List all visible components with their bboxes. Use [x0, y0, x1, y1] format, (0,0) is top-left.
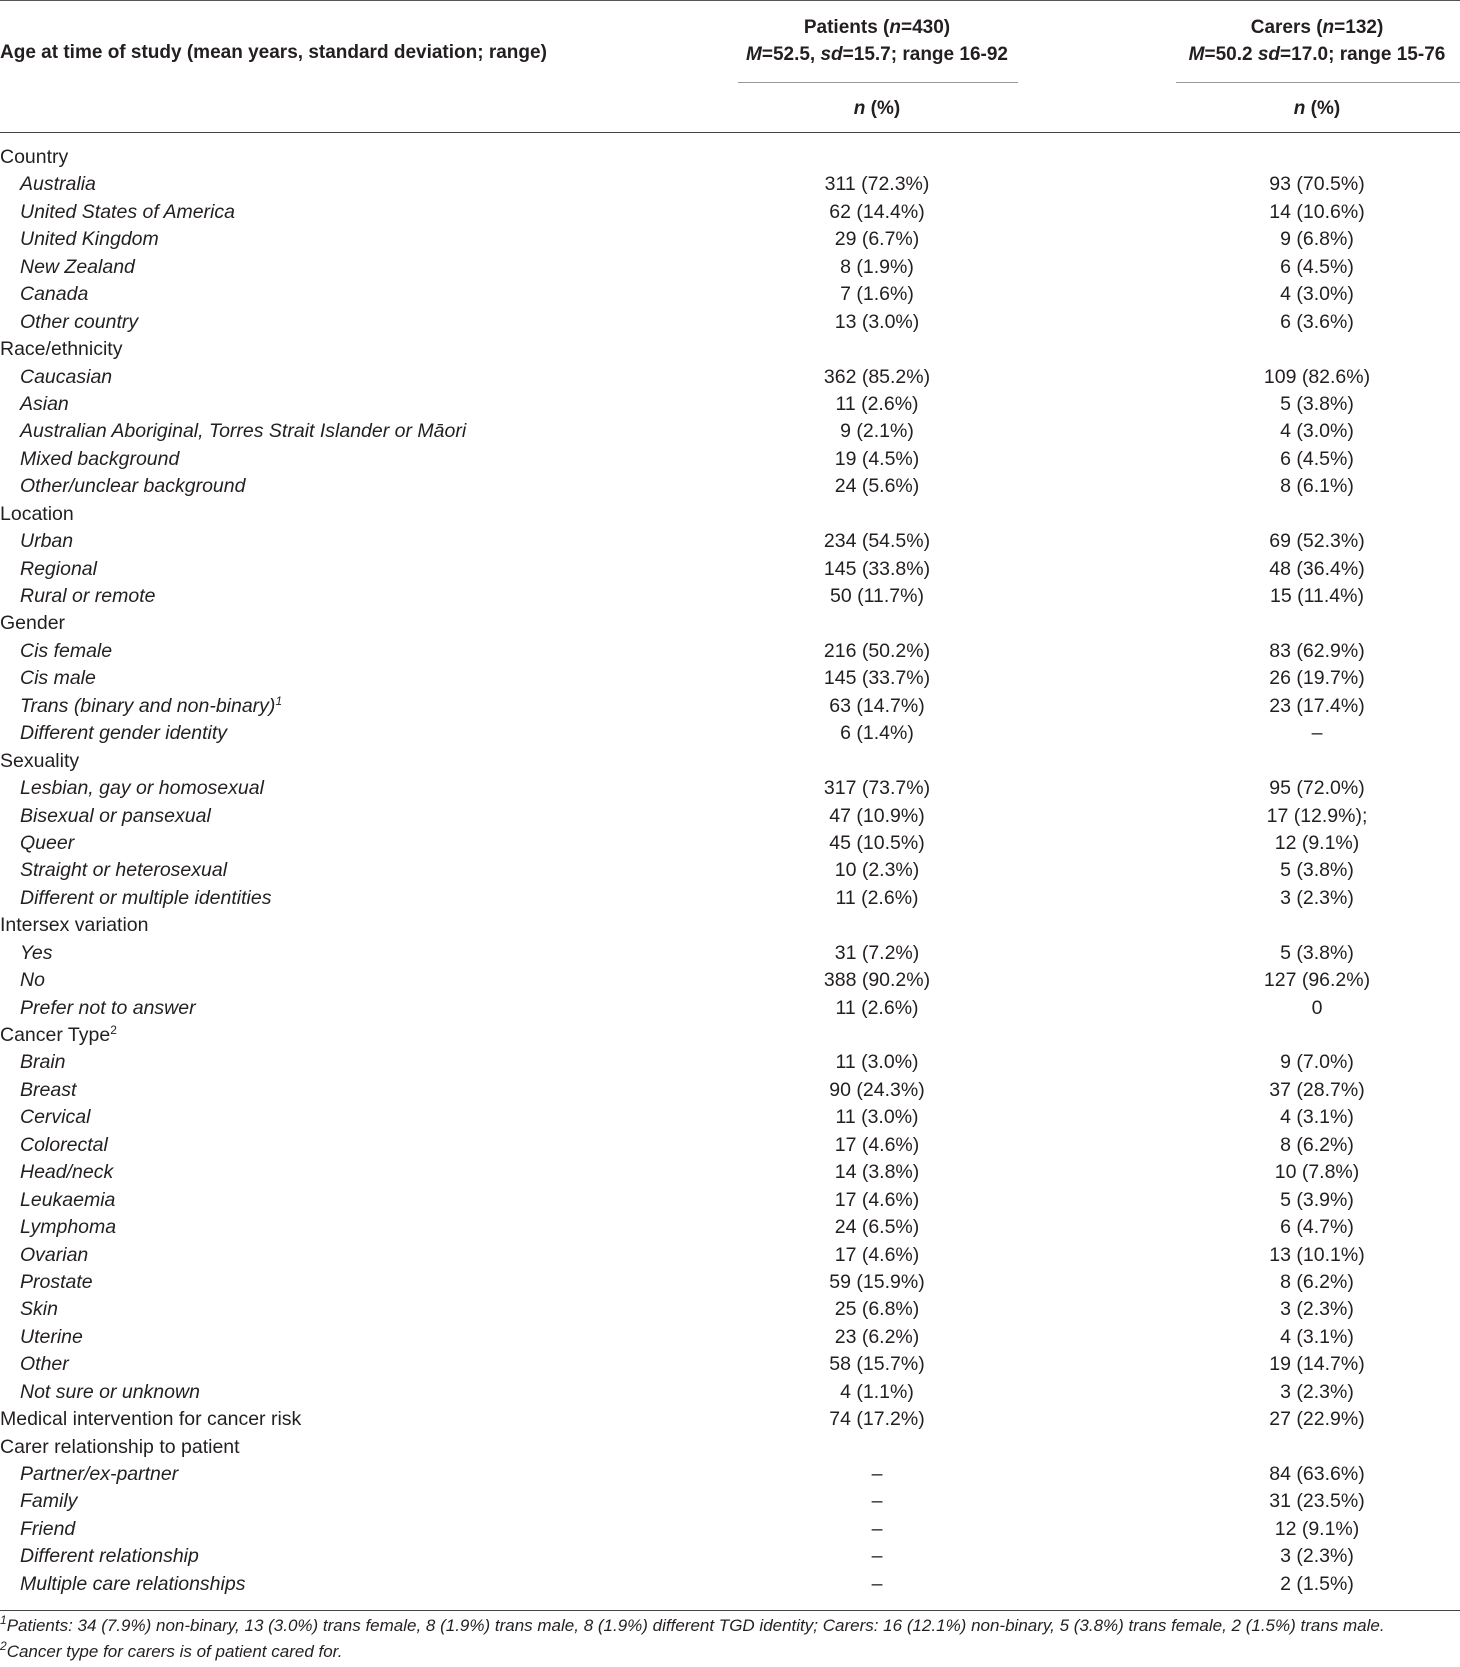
carers-value: 3 (2.3%)	[1280, 1298, 1354, 1321]
table-row	[0, 885, 1460, 912]
table-row	[0, 1379, 1460, 1406]
patients-value: 362 (85.2%)	[823, 365, 931, 388]
patients-value: 311 (72.3%)	[824, 173, 930, 196]
table-row	[0, 528, 1460, 555]
row-label: Skin	[20, 1298, 58, 1321]
table-row	[0, 556, 1460, 583]
patients-value: 63 (14.7%)	[829, 694, 925, 717]
row-label: Ovarian	[20, 1243, 89, 1266]
carers-value: 5 (3.9%)	[1280, 1188, 1354, 1211]
patients-value: 4 (1.1%)	[840, 1380, 914, 1403]
carers-value: –	[1311, 722, 1323, 745]
patients-value: –	[871, 1463, 883, 1485]
row-label: Lymphoma	[20, 1216, 117, 1239]
carers-value: 31 (23.5%)	[1269, 1490, 1365, 1513]
patients-value: 9 (2.1%)	[840, 420, 914, 443]
table-row	[0, 1269, 1460, 1296]
table-section-row	[0, 1434, 1460, 1461]
carers-value: 4 (3.0%)	[1280, 283, 1354, 306]
table-row	[0, 638, 1460, 665]
row-label: Australian Aboriginal, Torres Strait Islander or Māori	[20, 420, 467, 443]
row-label: Brain	[20, 1051, 66, 1074]
carers-value: 17 (12.9%);	[1266, 804, 1368, 827]
row-label: Mixed background	[20, 447, 180, 470]
row-label: United States of America	[20, 200, 235, 223]
table-row	[0, 391, 1460, 418]
patients-value: 29 (6.7%)	[834, 228, 920, 251]
patients-value: –	[871, 1490, 883, 1513]
table-row	[0, 418, 1460, 445]
carers-stats: M=50.2 sd=17.0; range 15-76	[1188, 44, 1446, 65]
table-row	[0, 995, 1460, 1022]
row-label: Country	[0, 146, 69, 168]
table-row	[0, 720, 1460, 747]
row-label: Different or multiple identities	[20, 886, 272, 909]
row-label: Sexuality	[0, 749, 80, 772]
patients-value: 58 (15.7%)	[829, 1353, 925, 1376]
table-row	[0, 803, 1460, 830]
table-row	[0, 1159, 1460, 1186]
carers-value: 26 (19.7%)	[1269, 667, 1365, 690]
row-label: Prefer not to answer	[20, 996, 196, 1019]
patients-value: 24 (6.5%)	[834, 1216, 920, 1239]
footnote-2: $^2$Cancer type for carers is of patient cared for.	[0, 1639, 343, 1661]
table-row	[0, 171, 1460, 198]
patients-value: 90 (24.3%)	[829, 1078, 925, 1101]
row-label: Bisexual or pansexual	[20, 804, 211, 827]
row-label: Australia	[20, 173, 96, 196]
row-label: Lesbian, gay or homosexual	[20, 777, 264, 800]
patients-value: 19 (4.5%)	[834, 447, 920, 470]
carers-value: 5 (3.8%)	[1280, 392, 1354, 415]
carers-value: 15 (11.4%)	[1270, 585, 1364, 607]
carers-value: 10 (7.8%)	[1274, 1161, 1360, 1184]
table-section-row	[0, 1022, 1460, 1049]
footnote-1: $^1$Patients: 34 (7.9%) non-binary, 13 (3.0%) trans female, 8 (1.9%) trans male, 8 (1.9%) different TGD identity; Carers: 16 (12.1%) non-binary, 5 (3.8%) trans female, 2 (1.5%) trans male.	[0, 1613, 1385, 1635]
table-row	[0, 665, 1460, 692]
patients-value: 7 (1.6%)	[840, 283, 914, 306]
row-label: New Zealand	[20, 255, 135, 278]
row-label: Medical intervention for cancer risk	[0, 1408, 302, 1431]
patients-value: 145 (33.8%)	[823, 557, 931, 580]
table-row	[0, 446, 1460, 473]
table-row	[0, 693, 1460, 720]
table-row	[0, 1214, 1460, 1241]
carers-value: 3 (2.3%)	[1280, 1545, 1354, 1568]
table-row	[0, 1516, 1460, 1543]
carers-value: 5 (3.8%)	[1280, 941, 1354, 964]
carers-value: 48 (36.4%)	[1269, 557, 1365, 580]
row-label: Uterine	[20, 1325, 83, 1348]
carers-value: 95 (72.0%)	[1269, 777, 1365, 800]
row-label: Friend	[20, 1517, 76, 1540]
carers-title: Carers (n=132)	[1250, 17, 1384, 38]
carers-value: 8 (6.1%)	[1280, 475, 1354, 498]
table-header	[0, 0, 1460, 133]
carers-value: 9 (7.0%)	[1280, 1051, 1354, 1074]
row-label: Colorectal	[20, 1133, 108, 1156]
carers-value: 8 (6.2%)	[1280, 1133, 1354, 1156]
carers-header-rule	[1176, 82, 1460, 83]
patients-stats: M=52.5, sd=15.7; range 16-92	[746, 44, 1008, 65]
table-row	[0, 775, 1460, 802]
table-row	[0, 1488, 1460, 1515]
row-label: Family	[20, 1490, 78, 1513]
carers-value: 8 (6.2%)	[1280, 1270, 1354, 1293]
header-bottom-rule	[0, 132, 1460, 133]
patients-value: 11 (3.0%)	[835, 1106, 919, 1129]
table-row	[0, 254, 1460, 281]
row-label: Partner/ex-partner	[20, 1463, 179, 1485]
row-label: Asian	[20, 392, 69, 415]
carers-value: 14 (10.6%)	[1269, 200, 1365, 223]
table-row	[0, 1461, 1460, 1488]
table-row	[0, 1242, 1460, 1269]
row-label: Cis male	[20, 667, 96, 690]
patients-value: 23 (6.2%)	[834, 1325, 920, 1348]
patients-value: 59 (15.9%)	[829, 1270, 925, 1293]
table-row	[0, 199, 1460, 226]
table-row	[0, 1132, 1460, 1159]
carers-value: 5 (3.8%)	[1280, 859, 1354, 882]
footnote-marker: 2	[110, 1023, 117, 1037]
table-row	[0, 1077, 1460, 1104]
carers-value: 6 (3.6%)	[1280, 310, 1354, 333]
patients-value: –	[871, 1572, 883, 1595]
patients-value: 234 (54.5%)	[823, 530, 931, 553]
table-body	[0, 144, 1460, 1598]
row-label: Head/neck	[20, 1161, 114, 1184]
carers-value: 3 (2.3%)	[1280, 886, 1354, 909]
carers-value: 2 (1.5%)	[1280, 1572, 1354, 1595]
row-label: Other	[20, 1353, 69, 1376]
row-label: Breast	[20, 1078, 77, 1101]
carers-value: 84 (63.6%)	[1269, 1463, 1365, 1485]
table-row	[0, 281, 1460, 308]
table-row	[0, 364, 1460, 391]
patients-n-pct-header: n (%)	[853, 98, 901, 119]
carers-value: 6 (4.5%)	[1280, 255, 1354, 278]
patients-value: 25 (6.8%)	[834, 1298, 920, 1321]
table-row	[0, 309, 1460, 336]
patients-value: 145 (33.7%)	[823, 667, 931, 690]
table-row	[0, 1296, 1460, 1323]
patients-value: 74 (17.2%)	[829, 1408, 925, 1431]
patients-value: 317 (73.7%)	[823, 777, 931, 800]
row-label: Multiple care relationships	[20, 1572, 246, 1595]
carers-value: 4 (3.0%)	[1280, 420, 1354, 443]
patients-value: –	[871, 1545, 883, 1568]
table-row	[0, 1351, 1460, 1378]
patients-value: 62 (14.4%)	[829, 200, 925, 223]
row-label: Queer	[20, 831, 75, 854]
carers-value: 4 (3.1%)	[1280, 1325, 1354, 1348]
table-row	[0, 940, 1460, 967]
table-section-row	[0, 144, 1460, 171]
row-label: Intersex variation	[0, 914, 149, 937]
patients-value: 45 (10.5%)	[829, 831, 925, 854]
patients-value: 13 (3.0%)	[834, 310, 920, 333]
table-row	[0, 226, 1460, 253]
carers-value: 93 (70.5%)	[1269, 173, 1365, 196]
row-label: Caucasian	[20, 365, 113, 388]
row-label: United Kingdom	[20, 228, 159, 251]
table-row	[0, 583, 1460, 610]
table-row	[0, 473, 1460, 500]
carers-column-header	[1174, 14, 1460, 68]
carers-value: 13 (10.1%)	[1269, 1243, 1365, 1266]
row-label: Gender	[0, 612, 66, 635]
table-section-row	[0, 912, 1460, 939]
row-label: Location	[0, 502, 74, 525]
row-label: Different gender identity	[20, 722, 228, 745]
carers-value: 69 (52.3%)	[1269, 530, 1365, 553]
table-row	[0, 1571, 1460, 1598]
carers-value: 109 (82.6%)	[1263, 365, 1371, 388]
patients-value: 8 (1.9%)	[840, 255, 914, 278]
row-label: Straight or heterosexual	[20, 859, 228, 882]
patients-title: Patients (n=430)	[803, 17, 951, 38]
table-row	[0, 1104, 1460, 1131]
table-row	[0, 857, 1460, 884]
table-row	[0, 1049, 1460, 1076]
row-label: Other country	[20, 310, 139, 333]
row-label: Leukaemia	[20, 1188, 116, 1211]
row-label: Regional	[20, 557, 97, 580]
table-section-row	[0, 501, 1460, 528]
carers-value: 0	[1311, 996, 1323, 1019]
table-section-row	[0, 748, 1460, 775]
carers-value: 23 (17.4%)	[1269, 694, 1365, 717]
patients-value: 14 (3.8%)	[834, 1161, 920, 1184]
carers-value: 12 (9.1%)	[1274, 1517, 1360, 1540]
row-label: Rural or remote	[20, 585, 156, 607]
patients-value: 50 (11.7%)	[830, 585, 924, 607]
footnote-marker: 1	[275, 693, 283, 708]
row-label: Different relationship	[20, 1545, 199, 1568]
carers-value: 127 (96.2%)	[1263, 969, 1371, 992]
carers-value: 37 (28.7%)	[1269, 1078, 1365, 1101]
row-label: Not sure or unknown	[20, 1380, 200, 1403]
patients-value: 11 (2.6%)	[835, 392, 919, 415]
row-label: Other/unclear background	[20, 475, 246, 498]
table-row	[0, 1187, 1460, 1214]
row-label: Yes	[20, 941, 53, 964]
patients-value: 11 (2.6%)	[835, 886, 919, 909]
patients-value: 24 (5.6%)	[834, 475, 920, 498]
patients-value: 216 (50.2%)	[823, 639, 931, 662]
patients-value: 11 (2.6%)	[835, 996, 919, 1019]
table-bottom-rule	[0, 1610, 1460, 1611]
carers-value: 3 (2.3%)	[1280, 1380, 1354, 1403]
carers-value: 27 (22.9%)	[1269, 1408, 1365, 1431]
row-label: Urban	[20, 530, 74, 553]
row-label: Prostate	[20, 1270, 93, 1293]
table-section-row	[0, 610, 1460, 637]
table-row	[0, 967, 1460, 994]
patients-value: 11 (3.0%)	[835, 1051, 919, 1074]
patients-value: 17 (4.6%)	[834, 1133, 920, 1156]
row-label: Canada	[20, 283, 89, 306]
table-section-row	[0, 1406, 1460, 1433]
row-label: Race/ethnicity	[0, 338, 123, 361]
carers-value: 9 (6.8%)	[1280, 228, 1354, 251]
patients-value: 10 (2.3%)	[834, 859, 920, 882]
patients-value: 17 (4.6%)	[834, 1243, 920, 1266]
patients-value: 47 (10.9%)	[829, 804, 925, 827]
carers-value: 4 (3.1%)	[1280, 1106, 1354, 1129]
patients-value: 388 (90.2%)	[823, 969, 931, 992]
row-label: Trans (binary and non-binary)$^1$	[20, 693, 283, 717]
table-row	[0, 1324, 1460, 1351]
carers-value: 12 (9.1%)	[1274, 831, 1360, 854]
carers-n-pct-header: n (%)	[1293, 98, 1341, 119]
carers-value: 6 (4.7%)	[1280, 1216, 1354, 1239]
patients-value: 31 (7.2%)	[834, 941, 920, 964]
patients-value: 17 (4.6%)	[834, 1188, 920, 1211]
carers-value: 83 (62.9%)	[1269, 639, 1365, 662]
row-label: Cancer Type$^2$	[0, 1023, 117, 1046]
patients-header-rule	[738, 82, 1018, 83]
carers-value: 19 (14.7%)	[1269, 1353, 1365, 1376]
row-label: Cis female	[20, 639, 113, 662]
patients-column-header	[734, 14, 1020, 68]
carers-value: 6 (4.5%)	[1280, 447, 1354, 470]
row-label: No	[20, 969, 45, 992]
patients-value: 6 (1.4%)	[840, 722, 914, 745]
row-label: Cervical	[20, 1106, 91, 1129]
table-section-row	[0, 336, 1460, 363]
patients-value: –	[871, 1517, 883, 1540]
row-label: Carer relationship to patient	[0, 1435, 240, 1458]
table-row	[0, 830, 1460, 857]
table-row	[0, 1543, 1460, 1570]
age-header-label: Age at time of study (mean years, standard deviation; range)	[0, 42, 547, 63]
